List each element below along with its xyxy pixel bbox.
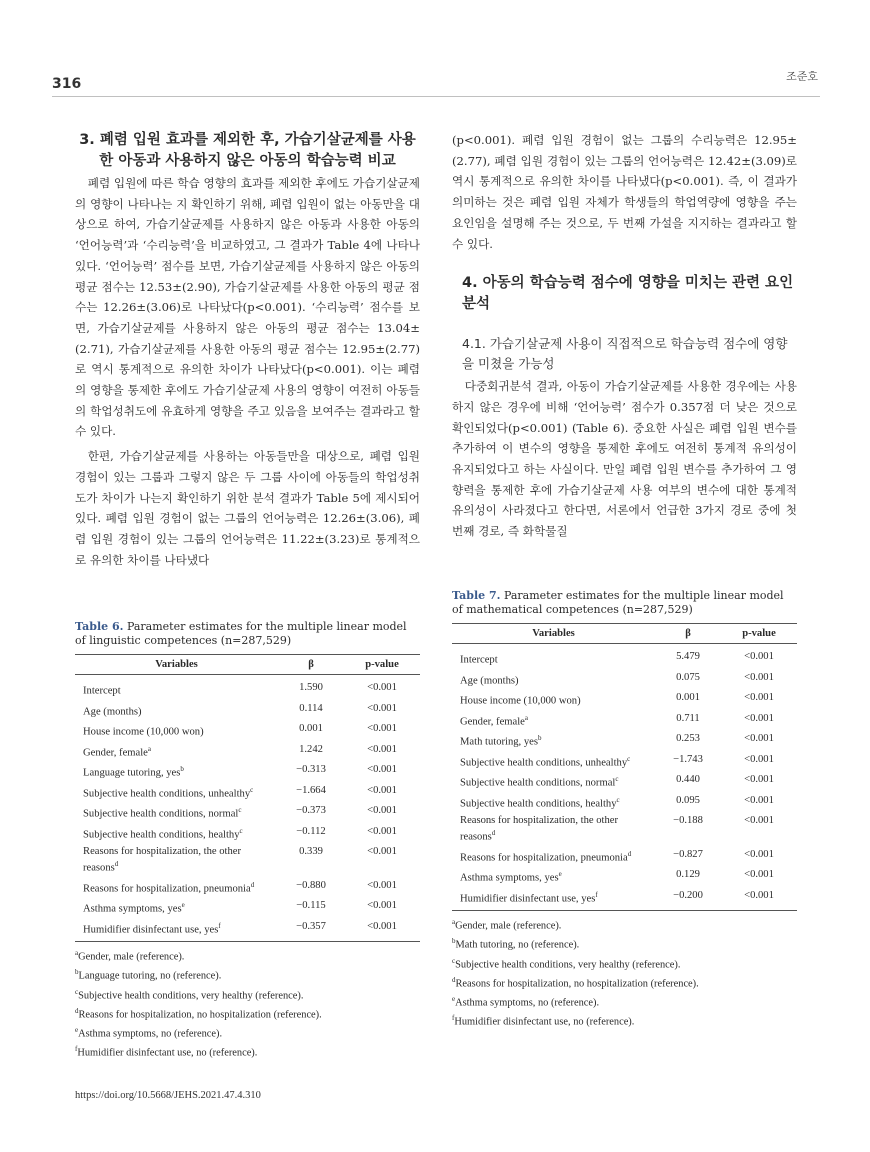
footnote-mark: a [75, 949, 79, 958]
variable-cell [75, 877, 278, 898]
footnote-text: Asthma symptoms, no (reference). [78, 1028, 223, 1040]
table-row [75, 877, 420, 898]
variable-cell [452, 846, 655, 867]
pvalue-cell: <0.001 [744, 651, 774, 662]
footnote [75, 965, 420, 984]
variable-cell [452, 812, 655, 846]
footnote [75, 946, 420, 965]
footnote [452, 954, 797, 973]
footnote-mark: f [595, 890, 598, 899]
table-row [75, 761, 420, 782]
footnote [75, 1004, 420, 1023]
section-4-1-title: 4.1. 가습기살균제 사용이 직접적으로 학습능력 점수에 영향을 미쳤을 가능성 [462, 336, 788, 372]
variable-cell [75, 761, 278, 782]
table-6-footnotes [75, 946, 420, 1060]
footnote-mark: b [75, 968, 79, 977]
table-row [75, 802, 420, 823]
pvalue-cell: <0.001 [744, 848, 774, 860]
pvalue-cell: <0.001 [367, 900, 397, 912]
beta-cell: −0.188 [673, 815, 703, 827]
variable-name: Subjective health conditions, healthy [83, 829, 240, 841]
beta-cell: 5.479 [676, 651, 700, 662]
pvalue-cell: <0.001 [367, 879, 397, 891]
variable-name: House income (10,000 won) [83, 726, 204, 738]
beta-cell: 1.590 [299, 682, 323, 693]
table-row [452, 887, 797, 911]
beta-cell: −0.115 [296, 900, 326, 912]
beta-cell: 0.001 [299, 723, 323, 735]
beta-cell: −0.112 [296, 825, 326, 837]
pvalue-cell: <0.001 [744, 794, 774, 806]
variable-cell [75, 823, 278, 844]
section-3-paragraph-2: 한편, 가습기살균제를 사용하는 아동들만을 대상으로, 폐렴 입원 경험이 있는 그룹과 그렇지 않은 두 그룹 사이에 아동들의 학업성취도가 차이가 나는지 확인하기 위한 분석 결과가 Table 5에 제시되어 있다. 폐렴 입원 경험이 없는 그룹의 언어능력은 12.26±(3.06), 폐렴 입원 경험이 있는 그룹의 언어능력은 11.22±(3.23)로 통계적으로 유의한 차이를 나타냈다 [75, 449, 420, 567]
footnote-mark: d [114, 860, 119, 869]
beta-cell: −1.664 [296, 784, 326, 796]
footnote-text: Humidifier disinfectant use, no (reference). [77, 1047, 258, 1059]
table-row [75, 782, 420, 803]
footnote-text: Humidifier disinfectant use, no (reference). [454, 1016, 635, 1028]
footnote [452, 992, 797, 1011]
variable-name: Subjective health conditions, normal [460, 777, 616, 789]
variable-name: Age (months) [460, 675, 519, 687]
footnote-mark: c [250, 785, 254, 794]
table-row [452, 846, 797, 867]
beta-cell: 0.001 [676, 692, 700, 704]
section-3-paragraph-1: 폐렴 입원에 따른 학습 영향의 효과를 제외한 후에도 가습기살균제의 영향이 나타나는 지 확인하기 위해, 폐렴 입원이 없는 아동만을 대상으로 하여, 가습기살균제를 사용하지 않은 아동과 사용한 아동의 ‘언어능력’과 ‘수리능력’을 비교하였고, 그 결과가 Table 4에 나타나 있다. ‘언어능력’ 점수를 보면, 가습기살균제를 사용하지 않은 아동의 평균 점수는 12.53±(2.90), 가습기살균제를 사용한 아동의 평균 점수는 12.26±(3.06)로 나타났다(p<0.001). ‘수리능력’ 점수를 보면, 가습기살균제를 사용하지 않은 아동의 평균 점수는 13.04±(2.71), 가습기살균제를 사용한 아동의 평균 점수는 12.95±(2.77)로 역시 통계적으로 유의한 차이가 나타났다(p<0.001). 이는 폐렴의 영향을 통제한 후에도 가습기살균제 사용의 영향이 여전히 아동들의 학업성취도에 유효하게 영향을 주고 있음을 보여주는 결과라고 할 수 있다. [75, 176, 420, 439]
pvalue-cell: <0.001 [721, 887, 797, 911]
variable-name: Gender, female [83, 747, 148, 759]
footnote-mark: a [524, 713, 528, 722]
table-row [75, 741, 420, 762]
pvalue-cell: <0.001 [367, 723, 397, 735]
variable-cell [452, 730, 655, 751]
header-rule [52, 96, 820, 97]
table-row [75, 918, 420, 942]
variable-cell [75, 918, 278, 942]
footnote-mark: c [239, 826, 243, 835]
variable-cell [452, 644, 655, 669]
variable-cell [75, 700, 278, 721]
footnote-mark: d [452, 975, 456, 984]
table-7-label: Table 7. [452, 589, 501, 602]
beta-cell: −0.200 [655, 887, 721, 911]
variable-cell [75, 675, 278, 700]
footnote-mark: e [181, 901, 185, 910]
beta-cell: 0.339 [299, 846, 323, 858]
table-row [75, 720, 420, 741]
footnote-text: Subjective health conditions, very healthy (reference). [78, 989, 304, 1001]
variable-cell [75, 720, 278, 741]
table-row [75, 700, 420, 721]
footnote-text: Reasons for hospitalization, no hospitalization (reference). [78, 1009, 322, 1021]
variable-cell [452, 689, 655, 710]
beta-cell: 0.129 [676, 869, 700, 881]
footnote [452, 915, 797, 934]
pvalue-cell: <0.001 [367, 743, 397, 755]
table-6-block [75, 620, 420, 1061]
pvalue-cell: <0.001 [367, 784, 397, 796]
variable-cell [75, 741, 278, 762]
table-6-caption [75, 620, 420, 648]
table-6-body [75, 675, 420, 942]
beta-cell: 0.440 [676, 774, 700, 786]
beta-cell: −1.743 [673, 753, 703, 765]
beta-cell: −0.313 [296, 764, 326, 776]
table-row [75, 897, 420, 918]
section-4-1-paragraph: 다중회귀분석 결과, 아동이 가습기살균제를 사용한 경우에는 사용하지 않은 경우에 비해 ‘언어능력’ 점수가 0.357점 더 낮은 것으로 확인되었다(p<0.001) (Table 6). 중요한 사실은 폐렴 입원 변수를 추가하여 이 변수의 영향을 통제한 후에도 여전히 통계적 유의성이 유지되었다고 하는 사실이다. 만일 폐렴 입원 변수를 추가하여 그 영향력을 통제한 후에 가습기살균제 사용 여부의 변수에 대한 통계적 유의성이 사라졌다고 한다면, 서론에서 언급한 3가지 경로 중에 첫 번째 경로, 즉 화학물질 [452, 379, 797, 539]
table-6-label: Table 6. [75, 620, 124, 633]
table-7-caption-text: Parameter estimates for the multiple linear model of mathematical competences (n=287,529) [452, 589, 784, 616]
footnote-mark: f [218, 921, 221, 930]
variable-name: Asthma symptoms, yes [83, 903, 182, 915]
variable-name: Subjective health conditions, normal [83, 808, 239, 820]
footnote-mark: b [180, 765, 184, 774]
variable-name: Reasons for hospitalization, pneumonia [460, 852, 628, 864]
table-7-header-pvalue: p-value [721, 624, 797, 644]
beta-cell: 1.242 [299, 743, 323, 755]
page-number: 316 [52, 76, 82, 92]
variable-cell [452, 710, 655, 731]
footnote-mark: b [537, 734, 542, 743]
table-row [75, 843, 420, 877]
variable-name: Humidifier disinfectant use, yes [83, 924, 219, 936]
variable-cell [452, 887, 655, 911]
footnote-mark: d [75, 1006, 79, 1015]
variable-name: Subjective health conditions, unhealthy [460, 757, 628, 769]
table-row [452, 771, 797, 792]
variable-name: Reasons for hospitalization, pneumonia [83, 883, 251, 895]
pvalue-cell: <0.001 [367, 764, 397, 776]
footnote-mark: c [615, 775, 619, 784]
footnote-mark: d [491, 829, 496, 838]
table-row [452, 730, 797, 751]
footnote [75, 985, 420, 1004]
table-6-caption-text: Parameter estimates for the multiple linear model of linguistic competences (n=287,529) [75, 620, 407, 647]
pvalue-cell: <0.001 [744, 712, 774, 724]
beta-cell: 0.114 [299, 702, 323, 714]
table-7-header-beta: β [655, 624, 721, 644]
footnote [452, 934, 797, 953]
variable-cell [75, 782, 278, 803]
variable-name: Intercept [83, 685, 121, 697]
section-4-title: 4. 아동의 학습능력 점수에 영향을 미치는 관련 요인 분석 [462, 275, 794, 313]
variable-name: Gender, female [460, 716, 525, 728]
footnote-mark: a [452, 918, 456, 927]
footnote-text: Subjective health conditions, very healthy (reference). [455, 958, 681, 970]
footnote-mark: d [627, 849, 632, 858]
table-7-header-variables: Variables [452, 624, 655, 644]
pvalue-cell: <0.001 [367, 702, 397, 714]
table-6-header-beta: β [278, 655, 344, 675]
pvalue-cell: <0.001 [367, 805, 397, 817]
table-row [452, 866, 797, 887]
doi-footer: https://doi.org/10.5668/JEHS.2021.47.4.310 [75, 1090, 261, 1101]
footnote-mark: b [452, 937, 456, 946]
footnote-text: Asthma symptoms, no (reference). [455, 997, 600, 1009]
beta-cell: 0.095 [676, 794, 700, 806]
footnote-text: Language tutoring, no (reference). [78, 970, 222, 982]
variable-name: Subjective health conditions, healthy [460, 798, 617, 810]
table-7-block [452, 589, 797, 1030]
footnote-mark: c [238, 806, 242, 815]
variable-cell [452, 669, 655, 690]
pvalue-cell: <0.001 [744, 869, 774, 881]
pvalue-cell: <0.001 [744, 774, 774, 786]
footnote-mark: e [452, 994, 456, 1003]
table-row [452, 644, 797, 669]
pvalue-cell: <0.001 [744, 815, 774, 827]
footnote-text: Math tutoring, no (reference). [455, 939, 580, 951]
footnote-mark: c [452, 956, 456, 965]
table-7 [452, 623, 797, 911]
section-3-title: 3. 폐렴 입원 효과를 제외한 후, 가습기살균제를 사용한 아동과 사용하지 않은 아동의 학습능력 비교 [79, 132, 416, 169]
table-6-header-pvalue: p-value [344, 655, 420, 675]
pvalue-cell: <0.001 [744, 733, 774, 745]
variable-name: Subjective health conditions, unhealthy [83, 788, 251, 800]
table-row [452, 751, 797, 772]
table-6-header-variables: Variables [75, 655, 278, 675]
variable-cell [452, 771, 655, 792]
pvalue-cell: <0.001 [367, 682, 397, 693]
footnote-mark: d [250, 880, 255, 889]
pvalue-cell: <0.001 [367, 825, 397, 837]
footnote-mark: f [75, 1044, 78, 1053]
footnote-mark: c [616, 795, 620, 804]
variable-cell [452, 866, 655, 887]
table-row [452, 812, 797, 846]
variable-name: Language tutoring, yes [83, 767, 181, 779]
beta-cell: −0.827 [673, 848, 703, 860]
footnote [452, 1011, 797, 1030]
table-row [452, 710, 797, 731]
variable-name: Math tutoring, yes [460, 736, 538, 748]
table-7-caption [452, 589, 797, 617]
variable-name: Reasons for hospitalization, the other reasons [83, 846, 241, 874]
footnote-text: Gender, male (reference). [455, 920, 562, 932]
beta-cell: −0.357 [278, 918, 344, 942]
table-6 [75, 654, 420, 942]
table-row [75, 823, 420, 844]
footnote-mark: c [627, 754, 631, 763]
variable-name: Humidifier disinfectant use, yes [460, 893, 596, 905]
variable-name: Age (months) [83, 706, 142, 718]
variable-name: House income (10,000 won) [460, 695, 581, 707]
beta-cell: 0.253 [676, 733, 700, 745]
variable-cell [452, 751, 655, 772]
footnote-mark: c [75, 987, 79, 996]
beta-cell: −0.880 [296, 879, 326, 891]
footnote-mark: e [75, 1025, 79, 1034]
variable-name: Intercept [460, 654, 498, 666]
pvalue-cell: <0.001 [744, 671, 774, 683]
variable-cell [452, 792, 655, 813]
variable-name: Reasons for hospitalization, the other reasons [460, 815, 618, 843]
variable-name: Asthma symptoms, yes [460, 872, 559, 884]
footnote-mark: f [452, 1013, 455, 1022]
table-row [75, 675, 420, 700]
beta-cell: 0.711 [676, 712, 700, 724]
section-3-paragraph-continued: (p<0.001). 폐렴 입원 경험이 없는 그룹의 수리능력은 12.95±(2.77), 폐렴 입원 경험이 있는 그룹의 언어능력은 12.42±(3.09)로 역시 통계적으로 유의한 차이를 나타냈다(p<0.001). 즉, 이 결과가 의미하는 것은 폐렴 입원 자체가 학생들의 학업역량에 영향을 주는 요인임을 설명해 주는 것으로, 두 번째 가설을 지지하는 결과라고 할 수 있다. [452, 133, 797, 251]
right-column [452, 130, 797, 542]
table-row [452, 689, 797, 710]
pvalue-cell: <0.001 [744, 753, 774, 765]
pvalue-cell: <0.001 [744, 692, 774, 704]
beta-cell: −0.373 [296, 805, 326, 817]
left-column [75, 130, 420, 570]
beta-cell: 0.075 [676, 671, 700, 683]
footnote-mark: a [147, 744, 151, 753]
footnote-text: Gender, male (reference). [78, 951, 185, 963]
table-row [452, 792, 797, 813]
footnote-text: Reasons for hospitalization, no hospitalization (reference). [455, 978, 699, 990]
variable-cell [75, 843, 278, 877]
footnote [75, 1042, 420, 1061]
footnote-mark: e [558, 870, 562, 879]
table-7-footnotes [452, 915, 797, 1029]
table-7-body [452, 644, 797, 911]
footnote [452, 973, 797, 992]
footnote [75, 1023, 420, 1042]
table-row [452, 669, 797, 690]
variable-cell [75, 802, 278, 823]
pvalue-cell: <0.001 [367, 846, 397, 858]
pvalue-cell: <0.001 [344, 918, 420, 942]
running-header-author: 조준호 [786, 70, 818, 83]
variable-cell [75, 897, 278, 918]
